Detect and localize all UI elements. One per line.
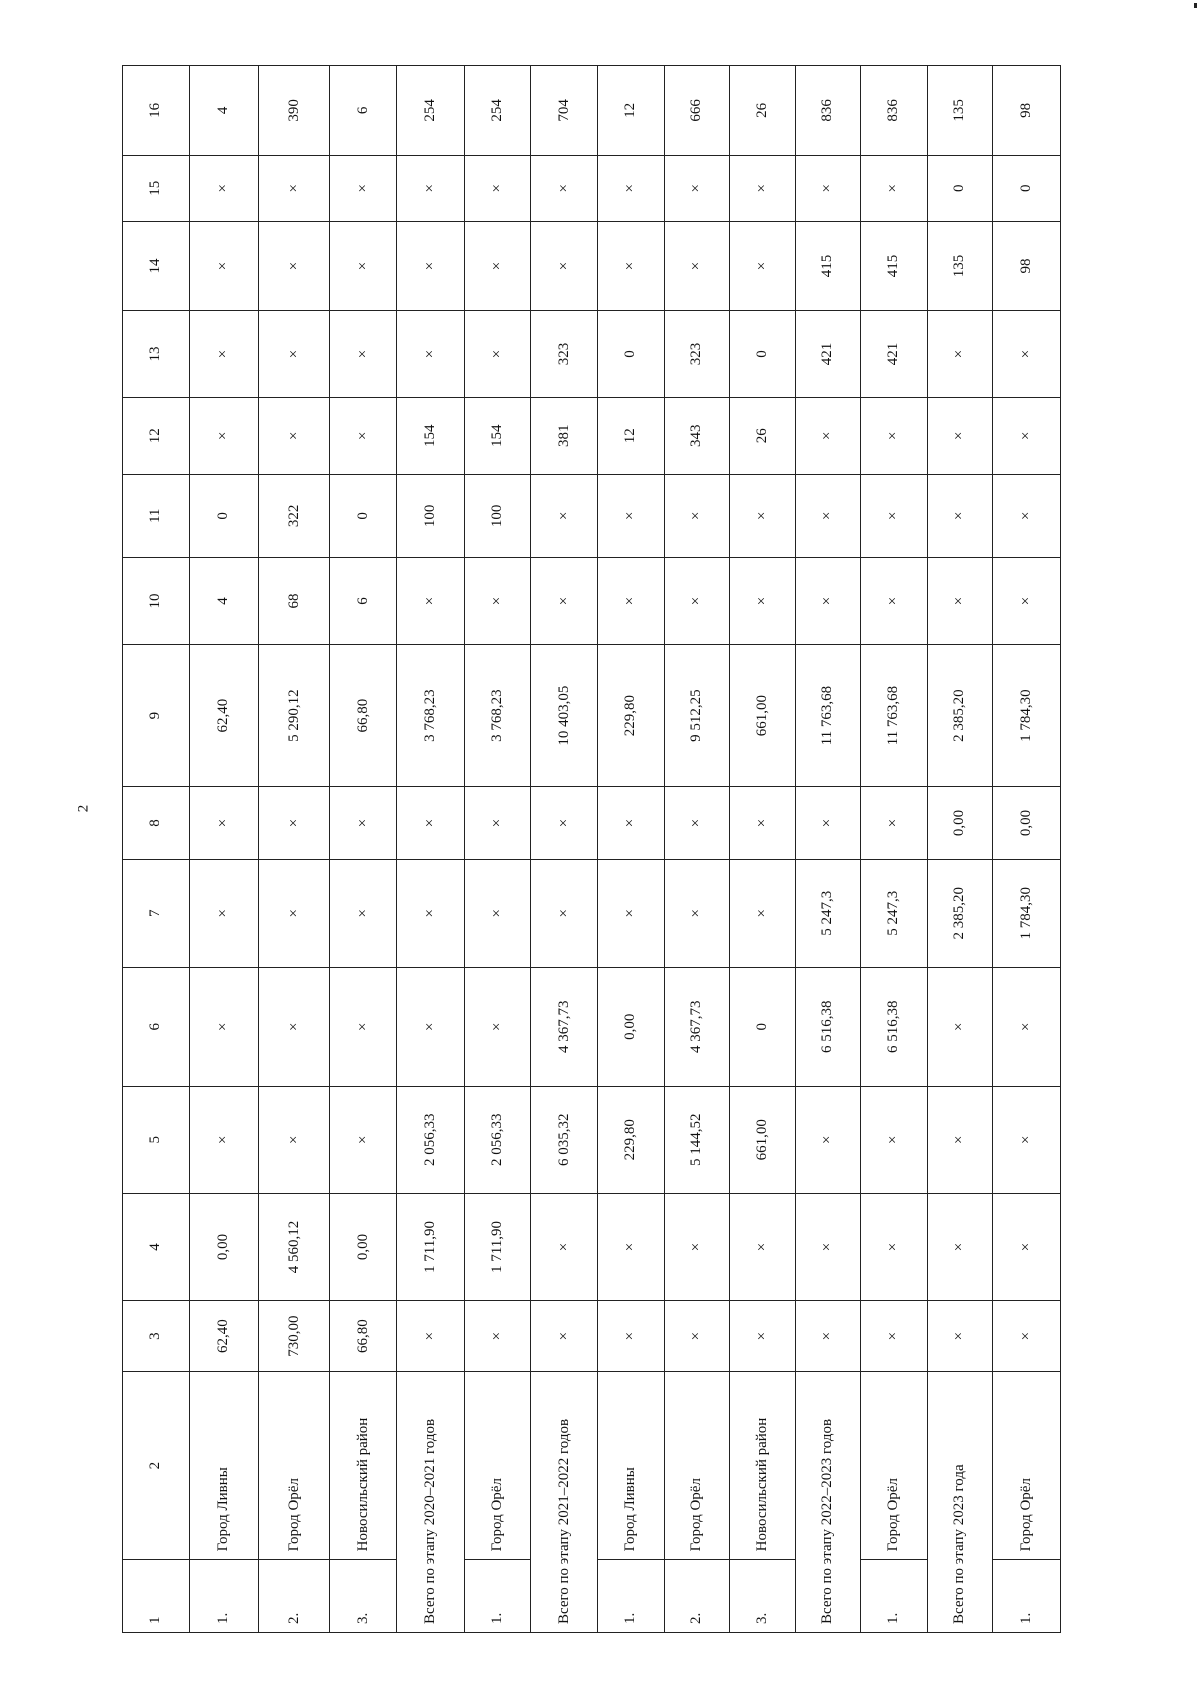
value-cell: 323 xyxy=(664,311,730,397)
value-cell: × xyxy=(927,397,993,474)
value-cell: × xyxy=(861,474,928,557)
value-cell: × xyxy=(531,155,598,221)
value-cell: × xyxy=(927,1193,993,1301)
stage-total-row xyxy=(795,66,861,1633)
value-cell: × xyxy=(464,967,531,1086)
value-cell: 135 xyxy=(927,221,993,311)
value-cell: 421 xyxy=(861,311,928,397)
value-cell: × xyxy=(730,1301,796,1371)
value-cell: × xyxy=(330,221,397,311)
value-cell: 4 367,73 xyxy=(531,967,598,1086)
value-cell: × xyxy=(259,221,330,311)
stage-total-row xyxy=(927,66,993,1633)
value-cell: × xyxy=(597,1301,664,1371)
value-cell: 4 560,12 xyxy=(259,1193,330,1301)
value-cell: 98 xyxy=(993,66,1061,156)
value-cell: × xyxy=(330,787,397,860)
value-cell: × xyxy=(927,557,993,644)
column-number-cell: 1 xyxy=(123,1560,190,1633)
value-cell: 229,80 xyxy=(597,645,664,787)
value-cell: 1 784,30 xyxy=(993,859,1061,967)
value-cell: 1 784,30 xyxy=(993,645,1061,787)
row-number-cell: 1. xyxy=(993,1560,1061,1633)
value-cell: × xyxy=(189,859,259,967)
value-cell: 666 xyxy=(664,66,730,156)
value-cell: 4 367,73 xyxy=(664,967,730,1086)
value-cell: × xyxy=(795,474,861,557)
value-cell: 254 xyxy=(397,66,465,156)
value-cell: 730,00 xyxy=(259,1301,330,1371)
value-cell: × xyxy=(189,967,259,1086)
value-cell: × xyxy=(531,474,598,557)
value-cell: × xyxy=(531,787,598,860)
column-number-cell: 2 xyxy=(123,1371,190,1559)
value-cell: 9 512,25 xyxy=(664,645,730,787)
municipality-name-cell: Новосильский район xyxy=(330,1371,397,1559)
value-cell: 11 763,68 xyxy=(861,645,928,787)
value-cell: × xyxy=(664,474,730,557)
column-number-cell: 8 xyxy=(123,787,190,860)
value-cell: × xyxy=(189,787,259,860)
column-number-cell: 13 xyxy=(123,311,190,397)
value-cell: 26 xyxy=(730,66,796,156)
value-cell: × xyxy=(531,557,598,644)
value-cell: 6 xyxy=(330,66,397,156)
value-cell: × xyxy=(464,155,531,221)
row-number-cell: 1. xyxy=(597,1560,664,1633)
value-cell: 66,80 xyxy=(330,645,397,787)
value-cell: 0 xyxy=(993,155,1061,221)
value-cell: × xyxy=(330,859,397,967)
column-number-cell: 12 xyxy=(123,397,190,474)
value-cell: 135 xyxy=(927,66,993,156)
value-cell: × xyxy=(861,1301,928,1371)
value-cell: × xyxy=(730,1193,796,1301)
value-cell: × xyxy=(397,859,465,967)
value-cell: 5 247,3 xyxy=(795,859,861,967)
value-cell: × xyxy=(397,221,465,311)
value-cell: × xyxy=(531,1193,598,1301)
value-cell: × xyxy=(993,1193,1061,1301)
value-cell: 0 xyxy=(730,967,796,1086)
row-number-cell: 1. xyxy=(189,1560,259,1633)
value-cell: × xyxy=(795,1301,861,1371)
column-number-cell: 15 xyxy=(123,155,190,221)
table-row xyxy=(861,66,928,1633)
value-cell: × xyxy=(993,967,1061,1086)
value-cell: 836 xyxy=(795,66,861,156)
value-cell: × xyxy=(597,474,664,557)
row-number-cell: 1. xyxy=(464,1560,531,1633)
municipality-name-cell: Город Ливны xyxy=(189,1371,259,1559)
column-number-cell: 11 xyxy=(123,474,190,557)
value-cell: 836 xyxy=(861,66,928,156)
table-row xyxy=(330,66,397,1633)
value-cell: 2 056,33 xyxy=(464,1086,531,1193)
value-cell: × xyxy=(397,311,465,397)
column-number-cell: 4 xyxy=(123,1193,190,1301)
value-cell: × xyxy=(664,221,730,311)
value-cell: × xyxy=(795,1086,861,1193)
value-cell: × xyxy=(664,1301,730,1371)
value-cell: × xyxy=(189,311,259,397)
value-cell: × xyxy=(259,787,330,860)
value-cell: 98 xyxy=(993,221,1061,311)
value-cell: × xyxy=(861,155,928,221)
value-cell: × xyxy=(993,1301,1061,1371)
value-cell: × xyxy=(861,397,928,474)
value-cell: 0 xyxy=(597,311,664,397)
value-cell: 12 xyxy=(597,397,664,474)
table-row xyxy=(730,66,796,1633)
value-cell: × xyxy=(330,397,397,474)
value-cell: × xyxy=(664,787,730,860)
value-cell: × xyxy=(861,1193,928,1301)
value-cell: 0,00 xyxy=(330,1193,397,1301)
value-cell: 0,00 xyxy=(993,787,1061,860)
value-cell: 0,00 xyxy=(597,967,664,1086)
value-cell: 2 056,33 xyxy=(397,1086,465,1193)
value-cell: 415 xyxy=(795,221,861,311)
stage-total-label: Всего по этапу 2022–2023 годов xyxy=(795,1371,861,1632)
value-cell: × xyxy=(861,787,928,860)
value-cell: × xyxy=(330,1086,397,1193)
stage-total-label: Всего по этапу 2021–2022 годов xyxy=(531,1371,598,1632)
value-cell: 5 144,52 xyxy=(664,1086,730,1193)
value-cell: × xyxy=(664,859,730,967)
value-cell: × xyxy=(730,787,796,860)
value-cell: 154 xyxy=(397,397,465,474)
value-cell: × xyxy=(531,859,598,967)
value-cell: 381 xyxy=(531,397,598,474)
table-row xyxy=(464,66,531,1633)
value-cell: × xyxy=(597,859,664,967)
table-row xyxy=(597,66,664,1633)
value-cell: × xyxy=(397,787,465,860)
value-cell: × xyxy=(464,1301,531,1371)
value-cell: × xyxy=(259,859,330,967)
row-number-cell: 2. xyxy=(259,1560,330,1633)
value-cell: × xyxy=(464,557,531,644)
column-number-cell: 5 xyxy=(123,1086,190,1193)
value-cell: × xyxy=(464,311,531,397)
value-cell: × xyxy=(927,474,993,557)
value-cell: × xyxy=(464,221,531,311)
value-cell: × xyxy=(189,155,259,221)
stage-total-row xyxy=(397,66,465,1633)
scan-artifact-mark xyxy=(1194,3,1197,8)
value-cell: × xyxy=(597,557,664,644)
value-cell: 4 xyxy=(189,66,259,156)
stage-total-row xyxy=(531,66,598,1633)
value-cell: × xyxy=(330,155,397,221)
municipality-name-cell: Город Ливны xyxy=(597,1371,664,1559)
page-number: 2 xyxy=(75,804,92,813)
value-cell: × xyxy=(259,967,330,1086)
column-number-cell: 16 xyxy=(123,66,190,156)
value-cell: × xyxy=(531,1301,598,1371)
value-cell: 5 290,12 xyxy=(259,645,330,787)
value-cell: × xyxy=(730,221,796,311)
data-table xyxy=(122,65,1061,1633)
value-cell: × xyxy=(397,1301,465,1371)
value-cell: 11 763,68 xyxy=(795,645,861,787)
row-number-cell: 2. xyxy=(664,1560,730,1633)
value-cell: × xyxy=(259,1086,330,1193)
value-cell: 6 xyxy=(330,557,397,644)
value-cell: 415 xyxy=(861,221,928,311)
value-cell: × xyxy=(861,1086,928,1193)
value-cell: × xyxy=(330,967,397,1086)
value-cell: × xyxy=(259,311,330,397)
value-cell: 6 516,38 xyxy=(795,967,861,1086)
value-cell: 100 xyxy=(397,474,465,557)
value-cell: 100 xyxy=(464,474,531,557)
value-cell: × xyxy=(597,155,664,221)
value-cell: 62,40 xyxy=(189,645,259,787)
value-cell: 26 xyxy=(730,397,796,474)
value-cell: × xyxy=(664,557,730,644)
value-cell: 154 xyxy=(464,397,531,474)
stage-total-label: Всего по этапу 2020–2021 годов xyxy=(397,1371,465,1632)
row-number-cell: 3. xyxy=(730,1560,796,1633)
municipality-name-cell: Город Орёл xyxy=(259,1371,330,1559)
value-cell: 5 247,3 xyxy=(861,859,928,967)
municipality-name-cell: Город Орёл xyxy=(861,1371,928,1559)
value-cell: × xyxy=(189,221,259,311)
value-cell: 661,00 xyxy=(730,645,796,787)
value-cell: × xyxy=(464,787,531,860)
value-cell: 254 xyxy=(464,66,531,156)
table-row xyxy=(664,66,730,1633)
column-number-cell: 7 xyxy=(123,859,190,967)
table-container xyxy=(122,65,1061,1633)
value-cell: × xyxy=(927,1301,993,1371)
value-cell: × xyxy=(597,221,664,311)
municipality-name-cell: Город Орёл xyxy=(464,1371,531,1559)
row-number-cell: 1. xyxy=(861,1560,928,1633)
value-cell: 229,80 xyxy=(597,1086,664,1193)
value-cell: × xyxy=(664,1193,730,1301)
value-cell: × xyxy=(664,155,730,221)
value-cell: 1 711,90 xyxy=(397,1193,465,1301)
value-cell: 0,00 xyxy=(927,787,993,860)
value-cell: 2 385,20 xyxy=(927,859,993,967)
value-cell: × xyxy=(795,557,861,644)
value-cell: × xyxy=(861,557,928,644)
stage-total-label: Всего по этапу 2023 года xyxy=(927,1371,993,1632)
value-cell: 68 xyxy=(259,557,330,644)
value-cell: × xyxy=(993,311,1061,397)
municipality-name-cell: Город Орёл xyxy=(993,1371,1061,1559)
value-cell: 661,00 xyxy=(730,1086,796,1193)
municipality-name-cell: Город Орёл xyxy=(664,1371,730,1559)
value-cell: 2 385,20 xyxy=(927,645,993,787)
value-cell: × xyxy=(597,787,664,860)
value-cell: × xyxy=(189,1086,259,1193)
value-cell: 0 xyxy=(927,155,993,221)
value-cell: 343 xyxy=(664,397,730,474)
table-row xyxy=(189,66,259,1633)
table-row xyxy=(259,66,330,1633)
column-number-cell: 3 xyxy=(123,1301,190,1371)
value-cell: × xyxy=(795,155,861,221)
value-cell: × xyxy=(397,557,465,644)
column-number-cell: 10 xyxy=(123,557,190,644)
value-cell: 421 xyxy=(795,311,861,397)
value-cell: × xyxy=(730,474,796,557)
value-cell: × xyxy=(795,1193,861,1301)
value-cell: × xyxy=(993,1086,1061,1193)
value-cell: × xyxy=(795,397,861,474)
value-cell: × xyxy=(259,397,330,474)
value-cell: 322 xyxy=(259,474,330,557)
value-cell: 323 xyxy=(531,311,598,397)
value-cell: × xyxy=(397,967,465,1086)
value-cell: × xyxy=(730,557,796,644)
municipality-name-cell: Новосильский район xyxy=(730,1371,796,1559)
value-cell: × xyxy=(189,397,259,474)
value-cell: 66,80 xyxy=(330,1301,397,1371)
table-row xyxy=(993,66,1061,1633)
row-number-cell: 3. xyxy=(330,1560,397,1633)
value-cell: 0,00 xyxy=(189,1193,259,1301)
value-cell: × xyxy=(795,787,861,860)
value-cell: × xyxy=(397,155,465,221)
value-cell: 390 xyxy=(259,66,330,156)
column-number-cell: 14 xyxy=(123,221,190,311)
value-cell: 704 xyxy=(531,66,598,156)
value-cell: × xyxy=(993,474,1061,557)
value-cell: 10 403,05 xyxy=(531,645,598,787)
value-cell: × xyxy=(597,1193,664,1301)
value-cell: × xyxy=(927,967,993,1086)
value-cell: × xyxy=(730,155,796,221)
value-cell: × xyxy=(927,1086,993,1193)
value-cell: 1 711,90 xyxy=(464,1193,531,1301)
value-cell: × xyxy=(993,397,1061,474)
column-number-cell: 9 xyxy=(123,645,190,787)
value-cell: × xyxy=(730,859,796,967)
value-cell: × xyxy=(993,557,1061,644)
value-cell: × xyxy=(464,859,531,967)
value-cell: 62,40 xyxy=(189,1301,259,1371)
value-cell: × xyxy=(259,155,330,221)
column-number-row xyxy=(123,66,190,1633)
value-cell: 3 768,23 xyxy=(464,645,531,787)
value-cell: 3 768,23 xyxy=(397,645,465,787)
value-cell: × xyxy=(927,311,993,397)
value-cell: 12 xyxy=(597,66,664,156)
value-cell: 6 035,32 xyxy=(531,1086,598,1193)
value-cell: × xyxy=(531,221,598,311)
value-cell: 0 xyxy=(189,474,259,557)
value-cell: 4 xyxy=(189,557,259,644)
value-cell: 0 xyxy=(330,474,397,557)
column-number-cell: 6 xyxy=(123,967,190,1086)
value-cell: × xyxy=(330,311,397,397)
value-cell: 0 xyxy=(730,311,796,397)
value-cell: 6 516,38 xyxy=(861,967,928,1086)
